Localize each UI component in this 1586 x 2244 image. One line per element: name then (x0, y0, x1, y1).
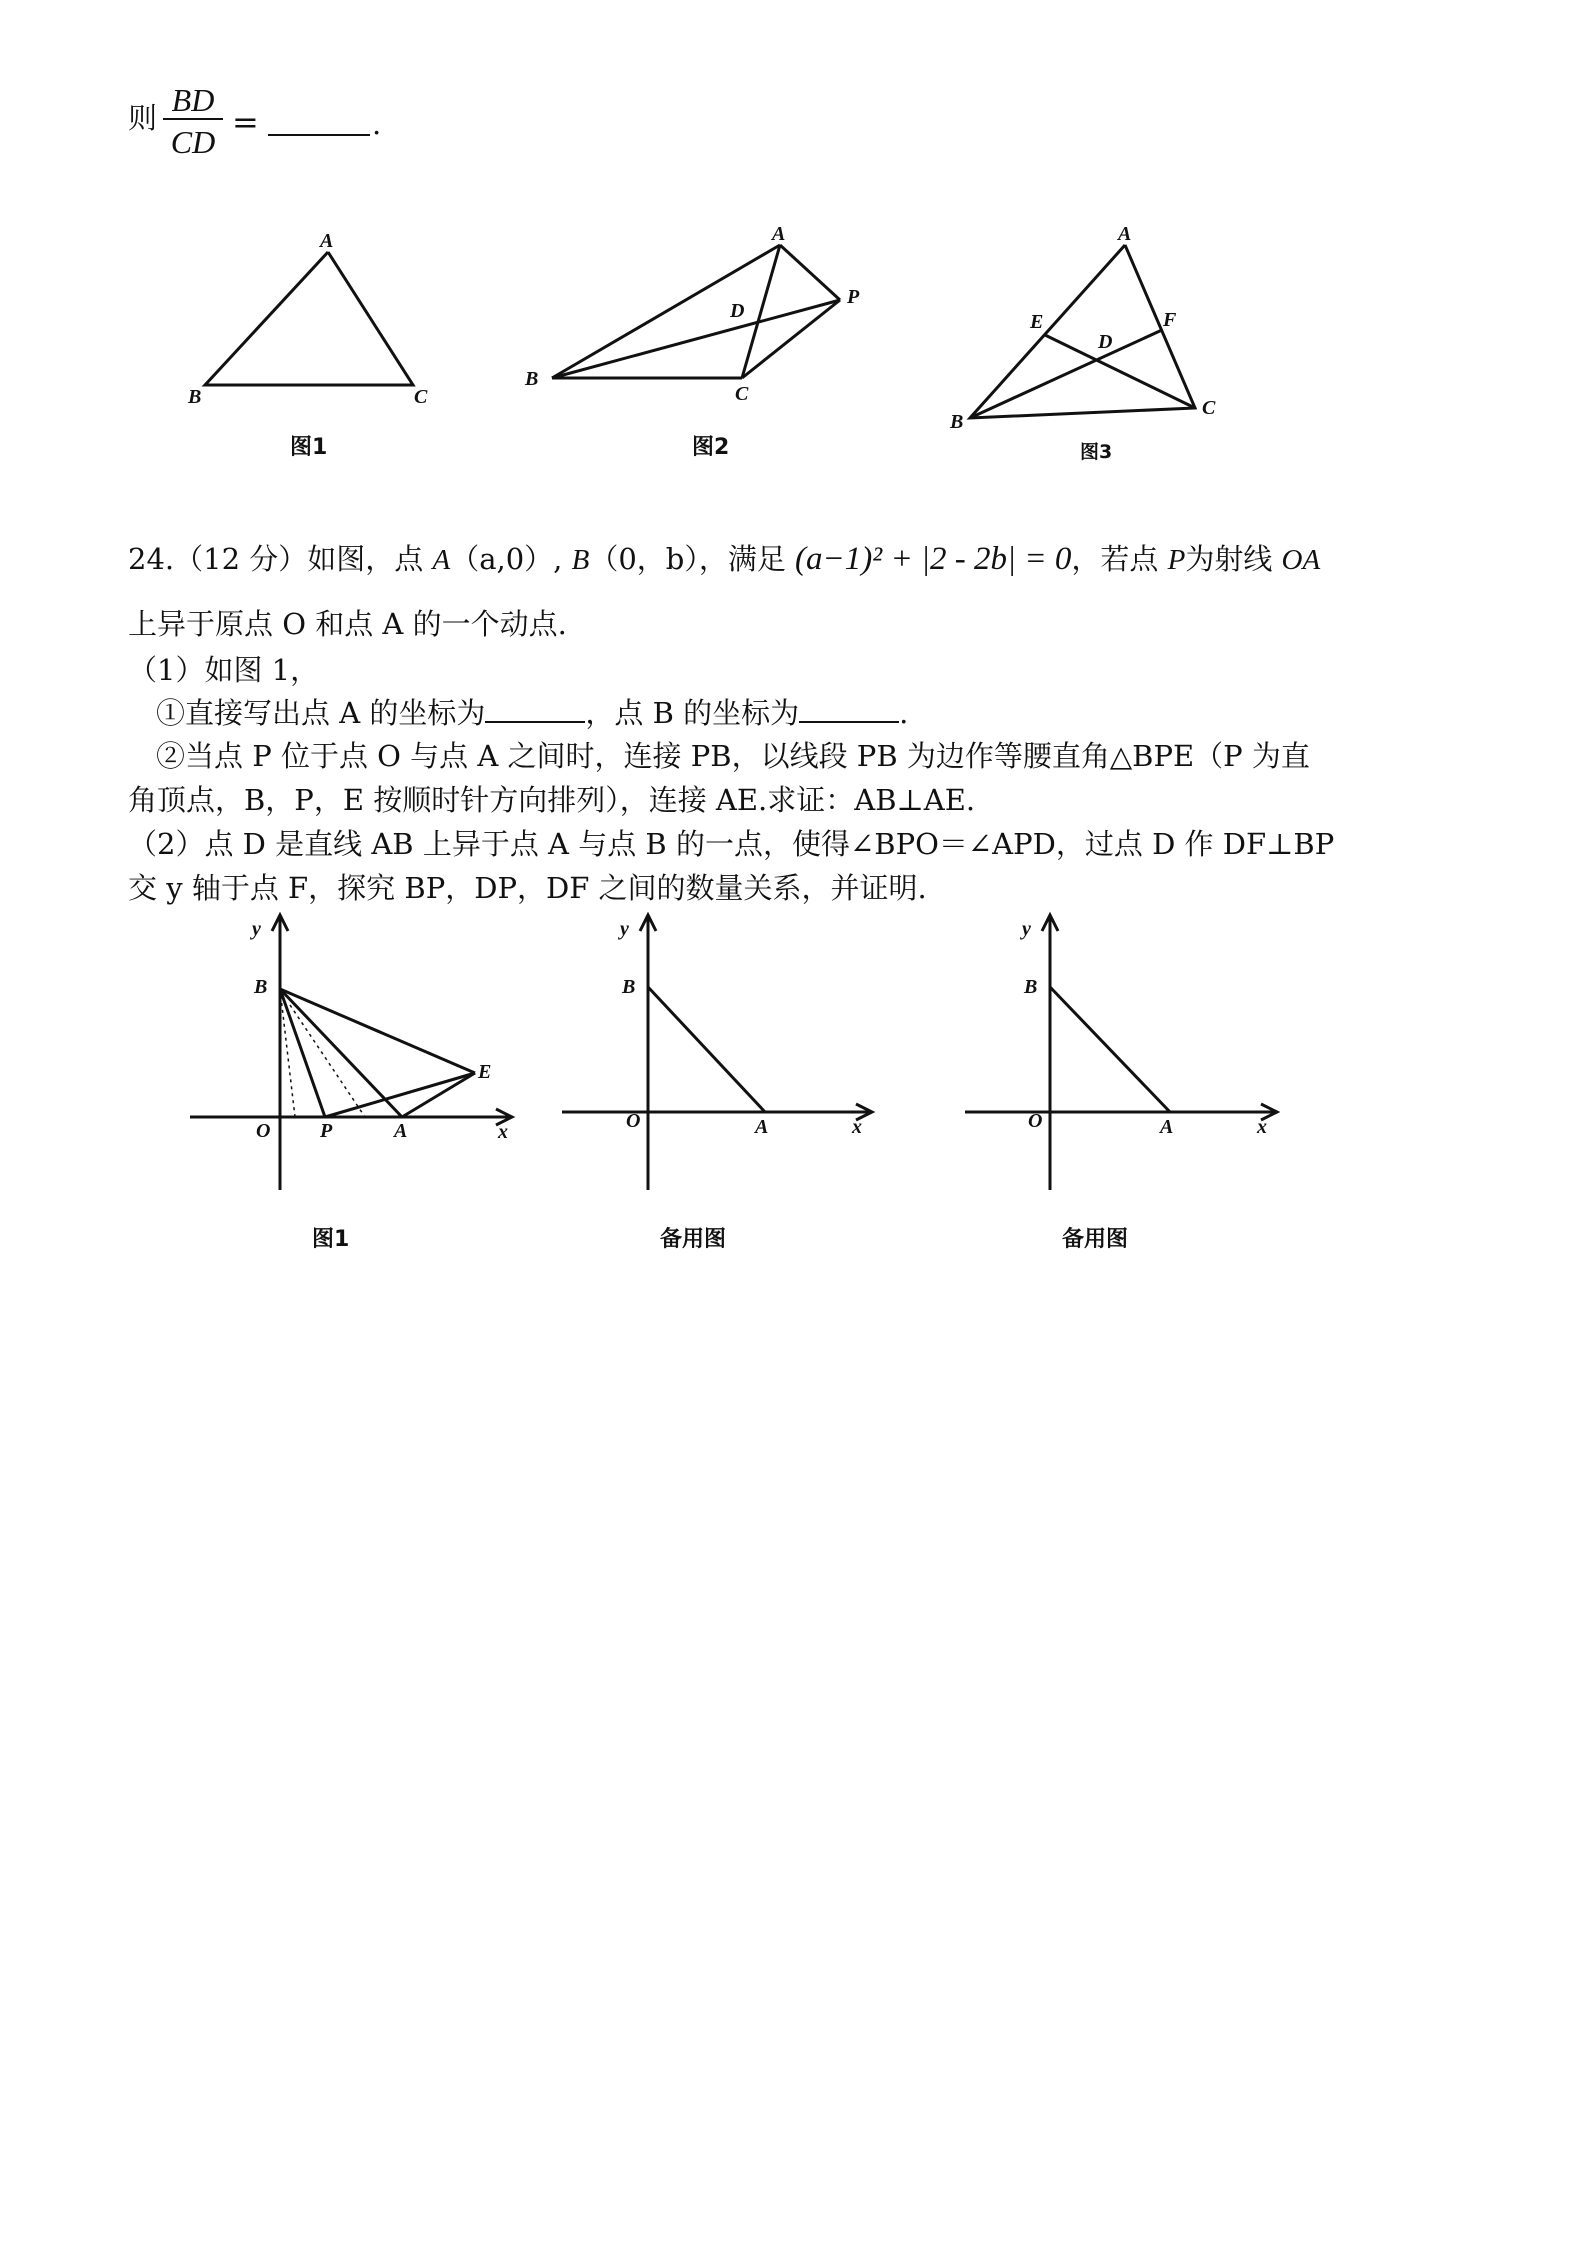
label-A: A (755, 1116, 769, 1138)
label-B: B (1024, 976, 1038, 998)
label-O: O (1028, 1110, 1043, 1132)
end-period: . (372, 107, 382, 141)
label-x: x (852, 1116, 862, 1138)
q24-item-1: ①直接写出点 A 的坐标为 ，点 B 的坐标为 . (156, 696, 909, 730)
label-C: C (1202, 397, 1216, 419)
label-O: O (626, 1110, 641, 1132)
prefix-text: 则 (128, 101, 158, 135)
caption-fig2: 图2 (692, 435, 730, 460)
figure-1-triangle (187, 230, 428, 408)
label-B: B (254, 976, 268, 998)
label-D: D (1098, 331, 1113, 353)
caption-fig3: 图3 (1080, 441, 1113, 463)
equals-sign: = (232, 103, 259, 141)
answer-blank-B (799, 721, 899, 723)
q24-line-2: 上异于原点 O 和点 A 的一个动点. (128, 607, 567, 641)
caption-spare-2: 备用图 (1062, 1227, 1129, 1252)
q24-item-2-line-2: 角顶点，B，P，E 按顺时针方向排列），连接 AE.求证：AB⊥AE. (128, 783, 976, 817)
bottom-figures (180, 905, 1310, 1205)
label-A: A (1160, 1116, 1174, 1138)
label-A: A (1118, 223, 1132, 245)
answer-blank (268, 134, 370, 136)
label-B: B (525, 368, 539, 390)
answer-blank-A (485, 721, 585, 723)
label-E: E (1030, 311, 1044, 333)
fraction-bar (163, 118, 223, 120)
figure-2-quadrilateral (524, 223, 860, 405)
label-A: A (320, 230, 334, 252)
label-O: O (256, 1120, 271, 1142)
label-y: y (620, 918, 629, 940)
label-x: x (1257, 1116, 1267, 1138)
caption-spare-1: 备用图 (660, 1227, 727, 1252)
q24-part-2-line-2: 交 y 轴于点 F，探究 BP，DP，DF 之间的数量关系，并证明. (128, 871, 927, 905)
q24-equation: (a−1)² + |2 - 2b| = 0 (795, 541, 1072, 577)
spare-figure-1 (562, 915, 872, 1190)
label-B: B (950, 411, 964, 433)
q24-part-1: （1）如图 1， (128, 653, 320, 687)
label-P: P (847, 286, 860, 308)
label-D: D (730, 300, 745, 322)
label-y: y (252, 918, 261, 940)
label-B: B (188, 386, 202, 408)
label-F: F (1163, 309, 1177, 331)
caption-bottom-fig1: 图1 (312, 1227, 350, 1252)
label-x: x (498, 1121, 508, 1143)
q24-part-2-line-1: （2）点 D 是直线 AB 上异于点 A 与点 B 的一点，使得∠BPO＝∠APD，过点 D 作 DF⊥BP (128, 827, 1335, 861)
fraction-denominator: CD (170, 124, 216, 160)
label-y: y (1022, 918, 1031, 940)
spare-figure-2 (965, 915, 1277, 1190)
caption-fig1: 图1 (290, 435, 328, 460)
label-C: C (735, 383, 749, 405)
q24-line-1: 24.（12 分）如图，点 A（a,0）, B（0，b），满足 (a−1)² + |2 - 2b| = 0，若点 P为射线 OA (128, 541, 1321, 577)
label-E: E (478, 1061, 492, 1083)
figure-3-triangle-cevians (949, 223, 1216, 433)
label-A: A (394, 1120, 408, 1142)
fraction-numerator: BD (171, 82, 215, 118)
figure-1-coordinate (190, 915, 512, 1190)
label-A: A (772, 223, 786, 245)
label-B: B (622, 976, 636, 998)
q24-item-2-line-1: ②当点 P 位于点 O 与点 A 之间时，连接 PB，以线段 PB 为边作等腰直角△BPE（P 为直 (156, 739, 1310, 773)
label-P: P (320, 1120, 333, 1142)
label-C: C (414, 386, 428, 408)
